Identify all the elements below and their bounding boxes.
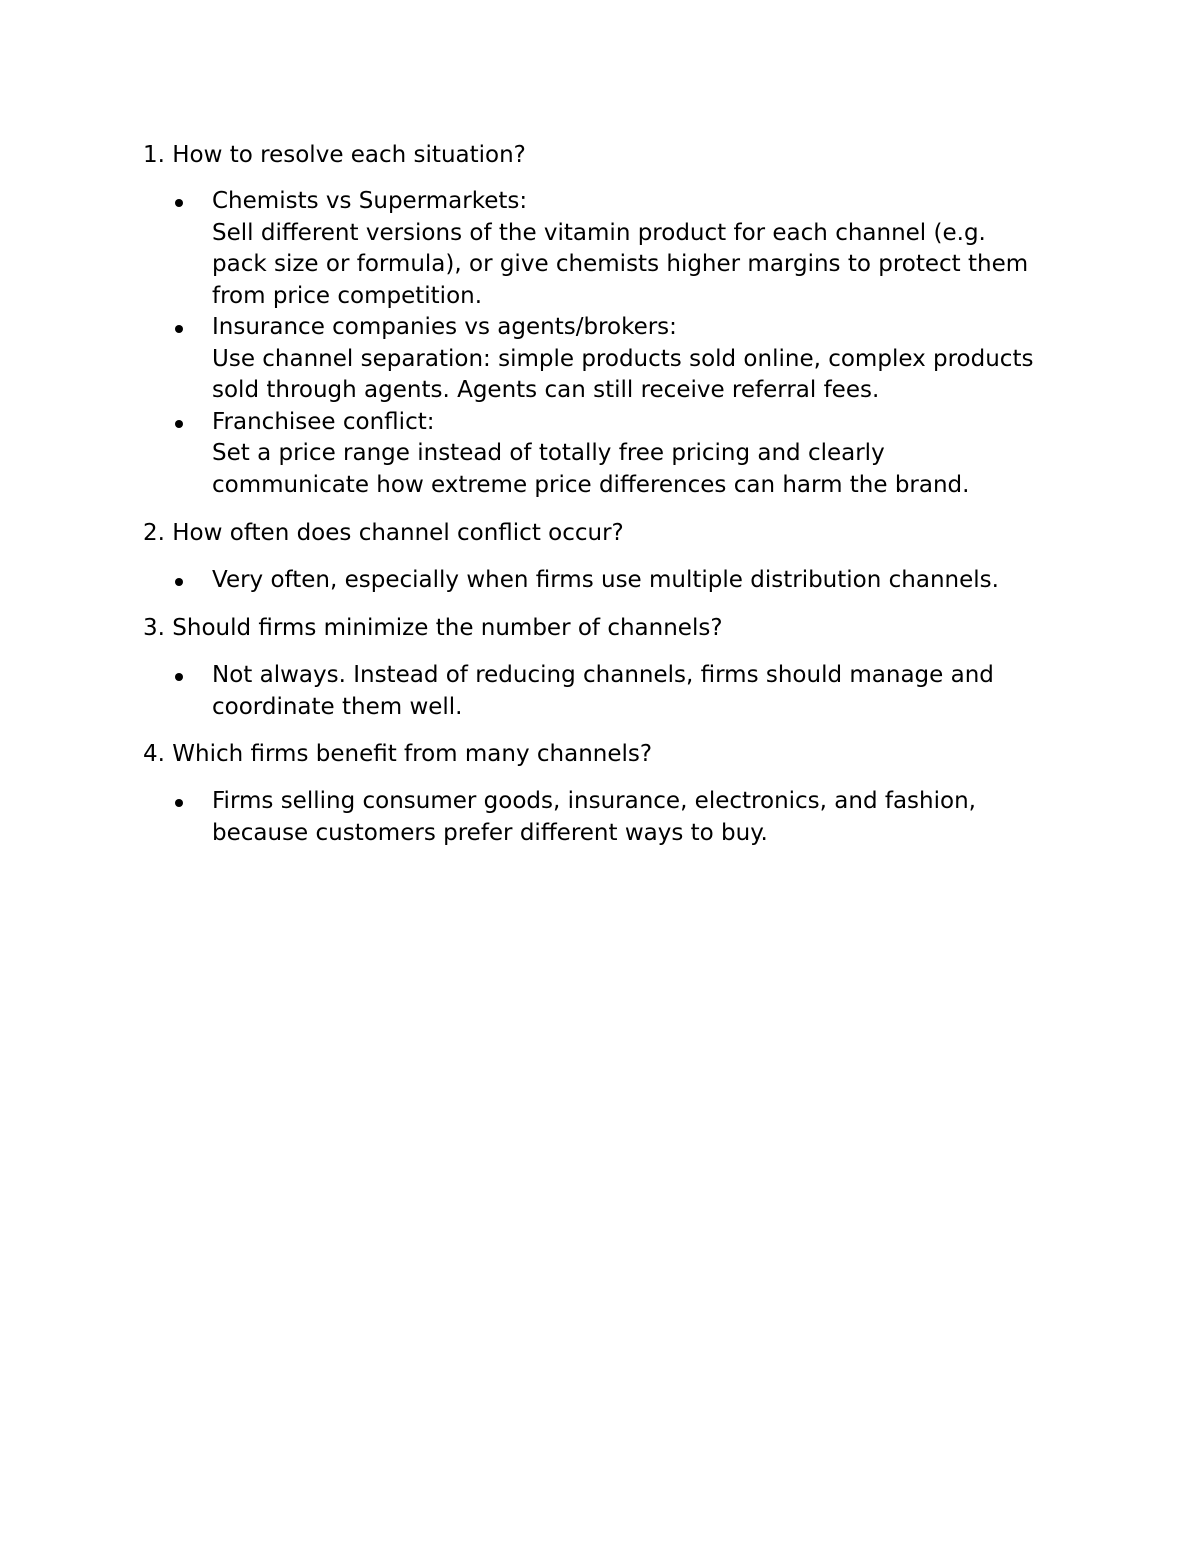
answer-list-4 <box>171 786 1071 849</box>
question-number: 4. <box>143 741 165 767</box>
question-text: Should firms minimize the number of channels? <box>172 615 723 641</box>
bullet-line: Firms selling consumer goods, insurance, electronics, and fashion, <box>212 788 976 814</box>
answer-list-2 <box>171 565 1071 597</box>
bullet-line: because customers prefer different ways to buy. <box>212 819 768 846</box>
bullet-icon <box>175 799 183 807</box>
bullet-icon <box>175 420 183 428</box>
question-text: How to resolve each situation? <box>172 142 526 168</box>
bullet-icon <box>175 199 183 207</box>
answer-list-3 <box>171 660 1071 723</box>
question-text: Which firms benefit from many channels? <box>172 741 653 767</box>
bullet-icon <box>175 578 183 586</box>
bullet-line: communicate how extreme price differences can harm the brand. <box>212 471 970 498</box>
list-item <box>171 660 1071 723</box>
bullet-line: Franchisee conflict: <box>212 408 435 435</box>
question-number: 3. <box>143 615 165 641</box>
bullet-line: Chemists vs Supermarkets: <box>212 188 528 214</box>
list-item <box>171 407 1071 502</box>
bullet-line: pack size or formula), or give chemists higher margins to protect them <box>212 251 1029 277</box>
list-item <box>171 786 1071 849</box>
bullet-line: from price competition. <box>212 282 483 309</box>
question-text: How often does channel conflict occur? <box>172 520 624 546</box>
bullet-line: Not always. Instead of reducing channels, firms should manage and <box>212 662 994 688</box>
bullet-icon <box>175 673 183 681</box>
list-item <box>171 565 1071 597</box>
question-1 <box>143 140 1093 172</box>
bullet-line: Sell different versions of the vitamin product for each channel (e.g. <box>212 219 986 246</box>
bullet-line: sold through agents. Agents can still receive referral fees. <box>212 377 880 403</box>
answer-list-1 <box>171 186 1071 501</box>
question-2 <box>143 518 1093 550</box>
question-number: 1. <box>143 142 165 168</box>
question-number: 2. <box>143 520 165 546</box>
question-3 <box>143 613 1093 645</box>
bullet-line: Very often, especially when firms use multiple distribution channels. <box>212 567 999 593</box>
list-item <box>171 186 1071 312</box>
bullet-line: Insurance companies vs agents/brokers: <box>212 314 677 340</box>
list-item <box>171 312 1071 407</box>
bullet-line: Set a price range instead of totally free pricing and clearly <box>212 440 885 466</box>
bullet-line: Use channel separation: simple products sold online, complex products <box>212 345 1034 372</box>
bullet-icon <box>175 325 183 333</box>
question-4 <box>143 739 1093 771</box>
bullet-line: coordinate them well. <box>212 693 463 720</box>
